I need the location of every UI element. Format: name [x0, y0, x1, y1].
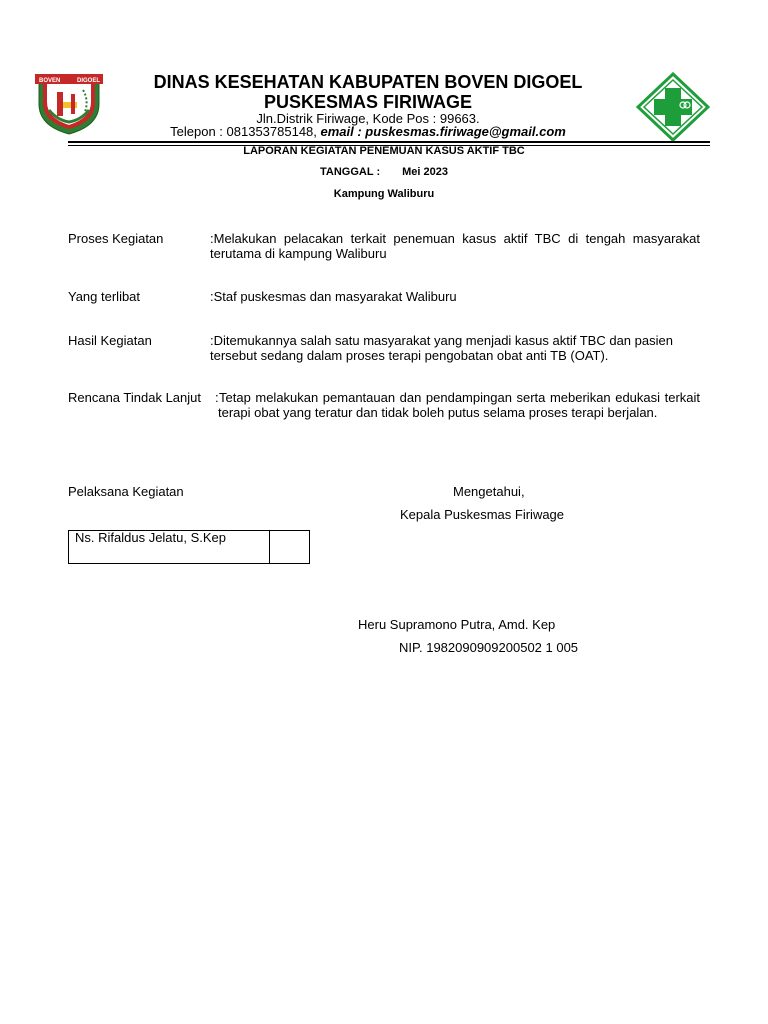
- org-name-line1: DINAS KESEHATAN KABUPATEN BOVEN DIGOEL: [153, 72, 583, 92]
- org-name-line2: PUSKESMAS FIRIWAGE: [263, 92, 473, 112]
- field-value-rencana-tindak-lanjut: Tetap melakukan pemantauan dan pendampingan serta meberikan edukasi terkait terapi obat yang teratur dan tidak boleh putus selama proses terapi berjalan.: [218, 390, 700, 420]
- field-colon-rencana-tindak-lanjut: :: [215, 390, 219, 405]
- report-village: Kampung Waliburu: [333, 188, 435, 200]
- field-label-hasil-kegiatan: Hasil Kegiatan: [68, 333, 152, 348]
- field-label-proses-kegiatan: Proses Kegiatan: [68, 231, 164, 246]
- date-label: TANGGAL :: [320, 166, 381, 178]
- field-label-yang-terlibat: Yang terlibat: [68, 289, 141, 304]
- field-value-hasil-kegiatan: :Ditemukannya salah satu masyarakat yang menjadi kasus aktif TBC dan pasien tersebut sedang dalam proses terapi pengobatan obat anti TB (OAT).: [210, 333, 673, 363]
- svg-text:BOVEN: BOVEN: [39, 78, 61, 84]
- boven-digoel-logo: [33, 70, 105, 136]
- executor-label: Pelaksana Kegiatan: [68, 484, 184, 499]
- svg-text:DIGOEL: DIGOEL: [77, 78, 101, 84]
- org-contact: [100, 124, 636, 139]
- date-value: Mei 2023: [402, 166, 448, 178]
- acknowledged-label: Mengetahui,: [453, 484, 525, 499]
- field-label-rencana-tindak-lanjut: Rencana Tindak Lanjut: [68, 390, 201, 405]
- field-value-yang-terlibat: :Staf puskesmas dan masyarakat Waliburu: [210, 289, 457, 304]
- executor-name: Ns. Rifaldus Jelatu, S.Kep: [75, 530, 227, 545]
- report-date: [68, 166, 700, 178]
- org-email: email : puskesmas.firiwage@gmail.com: [320, 124, 566, 139]
- report-title: LAPORAN KEGIATAN PENEMUAN KASUS AKTIF TBC: [243, 145, 525, 157]
- head-nip: NIP. 1982090909200502 1 005: [399, 640, 579, 655]
- signature-box-divider: [269, 530, 270, 564]
- org-phone: Telepon : 081353785148,: [170, 124, 321, 139]
- org-address: Jln.Distrik Firiwage, Kode Pos : 99663.: [256, 111, 480, 126]
- field-value-proses-kegiatan: :Melakukan pelacakan terkait penemuan kasus aktif TBC di tengah masyarakat terutama di kampung Waliburu: [210, 231, 700, 261]
- head-name: Heru Supramono Putra, Amd. Kep: [358, 617, 556, 632]
- puskesmas-logo: [636, 72, 710, 142]
- letterhead-rule-thick: [68, 141, 710, 143]
- head-title: Kepala Puskesmas Firiwage: [400, 507, 565, 522]
